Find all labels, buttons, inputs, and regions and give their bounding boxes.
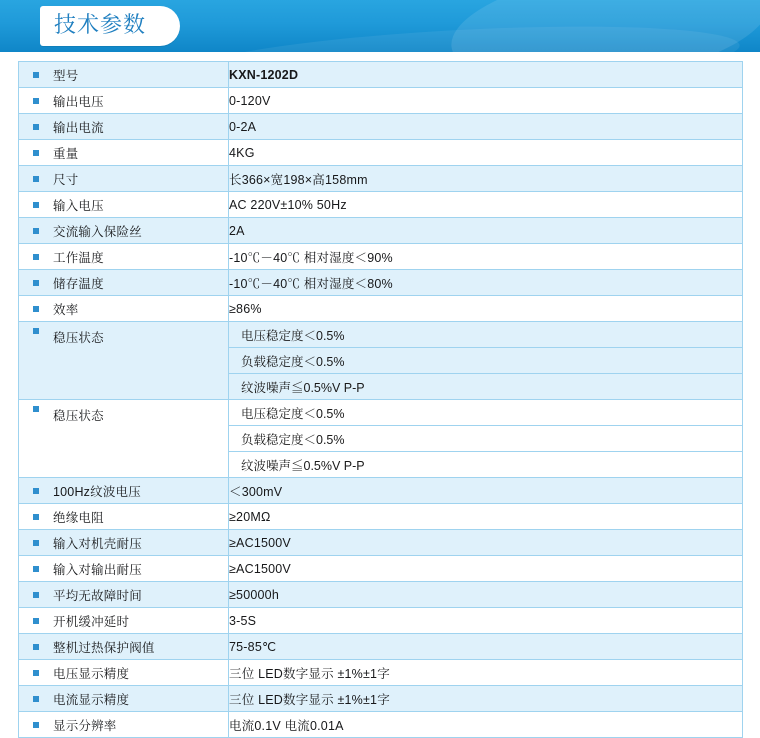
bullet-icon bbox=[33, 328, 39, 334]
spec-value-cell: 长366×宽198×高158mm bbox=[229, 166, 743, 192]
spec-subvalue: 负载稳定度＜0.5% bbox=[229, 348, 742, 374]
spec-label-text: 输入对输出耐压 bbox=[53, 562, 142, 577]
spec-value-cell: 75-85℃ bbox=[229, 634, 743, 660]
bullet-icon bbox=[33, 306, 39, 312]
table-row bbox=[19, 296, 743, 322]
spec-label-cell bbox=[19, 556, 229, 582]
spec-value-cell: -10℃－40℃ 相对湿度＜80% bbox=[229, 270, 743, 296]
bullet-icon bbox=[33, 280, 39, 286]
bullet-icon bbox=[33, 540, 39, 546]
table-row bbox=[19, 88, 743, 114]
table-row bbox=[19, 244, 743, 270]
spec-table-container bbox=[0, 52, 760, 738]
spec-subrow bbox=[229, 322, 742, 348]
spec-subrow bbox=[229, 348, 742, 374]
spec-label-text: 稳压状态 bbox=[53, 331, 104, 345]
spec-label-text: 重量 bbox=[53, 146, 79, 161]
spec-value-cell: 0-2A bbox=[229, 114, 743, 140]
bullet-icon bbox=[33, 618, 39, 624]
table-row bbox=[19, 582, 743, 608]
bullet-icon bbox=[33, 406, 39, 412]
page-banner bbox=[0, 0, 760, 52]
spec-label-cell bbox=[19, 504, 229, 530]
spec-label-text: 绝缘电阻 bbox=[53, 510, 104, 525]
bullet-icon bbox=[33, 228, 39, 234]
bullet-icon bbox=[33, 98, 39, 104]
table-row bbox=[19, 270, 743, 296]
spec-value-cell: ≥AC1500V bbox=[229, 530, 743, 556]
spec-value-cell: ＜300mV bbox=[229, 478, 743, 504]
spec-value-cell: ≥50000h bbox=[229, 582, 743, 608]
table-row bbox=[19, 660, 743, 686]
spec-label-text: 尺寸 bbox=[53, 172, 79, 187]
spec-subvalue: 纹波噪声≦0.5%V P-P bbox=[241, 458, 365, 473]
spec-label-cell bbox=[19, 322, 229, 400]
spec-subrow bbox=[229, 374, 742, 400]
spec-label-text: 型号 bbox=[53, 68, 79, 83]
spec-value-cell bbox=[229, 400, 743, 478]
bullet-icon bbox=[33, 514, 39, 520]
spec-value-cell: ≥20MΩ bbox=[229, 504, 743, 530]
spec-label-text: 稳压状态 bbox=[53, 409, 104, 423]
spec-value-cell: 三位 LED数字显示 ±1%±1字 bbox=[229, 686, 743, 712]
spec-value-cell: -10℃－40℃ 相对湿度＜90% bbox=[229, 244, 743, 270]
bullet-icon bbox=[33, 566, 39, 572]
spec-label-cell bbox=[19, 686, 229, 712]
spec-value-cell: 0-120V bbox=[229, 88, 743, 114]
table-row bbox=[19, 478, 743, 504]
spec-label-text: 输出电压 bbox=[53, 94, 104, 109]
spec-subvalue: 电压稳定度＜0.5% bbox=[229, 322, 742, 348]
spec-value-cell: ≥AC1500V bbox=[229, 556, 743, 582]
table-row bbox=[19, 62, 743, 88]
spec-label-cell bbox=[19, 62, 229, 88]
spec-label-cell bbox=[19, 166, 229, 192]
bullet-icon bbox=[33, 176, 39, 182]
table-row bbox=[19, 530, 743, 556]
spec-subrow bbox=[229, 452, 742, 478]
spec-label-text: 开机缓冲延时 bbox=[53, 614, 130, 629]
spec-subrow bbox=[229, 426, 742, 452]
spec-subvalue: 纹波噪声≦0.5%V P-P bbox=[241, 380, 365, 395]
spec-label-text: 工作温度 bbox=[53, 250, 104, 265]
spec-label-text: 储存温度 bbox=[53, 276, 104, 291]
spec-value-cell bbox=[229, 322, 743, 400]
spec-label-cell bbox=[19, 660, 229, 686]
spec-subvalue: 电压稳定度＜0.5% bbox=[229, 400, 742, 426]
spec-label-cell bbox=[19, 400, 229, 478]
table-row bbox=[19, 634, 743, 660]
spec-label-cell bbox=[19, 140, 229, 166]
spec-label-cell bbox=[19, 296, 229, 322]
bullet-icon bbox=[33, 72, 39, 78]
spec-label-text: 交流输入保险丝 bbox=[53, 224, 142, 239]
spec-label-cell bbox=[19, 634, 229, 660]
spec-label-cell bbox=[19, 218, 229, 244]
spec-label-cell bbox=[19, 114, 229, 140]
spec-value-cell: 电流0.1V 电流0.01A bbox=[229, 712, 743, 738]
bullet-icon bbox=[33, 254, 39, 260]
spec-value-cell: 3-5S bbox=[229, 608, 743, 634]
spec-label-cell bbox=[19, 530, 229, 556]
table-row bbox=[19, 114, 743, 140]
spec-label-cell bbox=[19, 582, 229, 608]
spec-value-cell: 2A bbox=[229, 218, 743, 244]
spec-label-cell bbox=[19, 608, 229, 634]
bullet-icon bbox=[33, 696, 39, 702]
table-row bbox=[19, 192, 743, 218]
table-row bbox=[19, 322, 743, 400]
spec-value-cell: KXN-1202D bbox=[229, 62, 743, 88]
spec-label-text: 输入电压 bbox=[53, 198, 104, 213]
spec-label-text: 整机过热保护阀值 bbox=[53, 640, 155, 655]
spec-label-cell bbox=[19, 192, 229, 218]
spec-subrow bbox=[229, 400, 742, 426]
spec-value-cell: AC 220V±10% 50Hz bbox=[229, 192, 743, 218]
spec-label-text: 输入对机壳耐压 bbox=[53, 536, 142, 551]
spec-label-text: 电流显示精度 bbox=[53, 692, 130, 707]
spec-label-text: 100Hz纹波电压 bbox=[53, 484, 141, 499]
table-row bbox=[19, 140, 743, 166]
spec-label-cell bbox=[19, 270, 229, 296]
spec-value-cell: 三位 LED数字显示 ±1%±1字 bbox=[229, 660, 743, 686]
bullet-icon bbox=[33, 644, 39, 650]
table-row bbox=[19, 686, 743, 712]
spec-label-text: 电压显示精度 bbox=[53, 666, 130, 681]
table-row bbox=[19, 218, 743, 244]
spec-label-text: 效率 bbox=[53, 302, 79, 317]
spec-label-text: 输出电流 bbox=[53, 120, 104, 135]
table-row bbox=[19, 400, 743, 478]
spec-label-cell bbox=[19, 88, 229, 114]
bullet-icon bbox=[33, 488, 39, 494]
spec-table bbox=[18, 61, 743, 738]
spec-value-cell: 4KG bbox=[229, 140, 743, 166]
spec-label-cell bbox=[19, 244, 229, 270]
page-title: 技术参数 bbox=[54, 13, 147, 38]
bullet-icon bbox=[33, 670, 39, 676]
table-row bbox=[19, 608, 743, 634]
spec-value-cell: ≥86% bbox=[229, 296, 743, 322]
bullet-icon bbox=[33, 202, 39, 208]
table-row bbox=[19, 166, 743, 192]
spec-label-cell bbox=[19, 712, 229, 738]
table-row bbox=[19, 556, 743, 582]
bullet-icon bbox=[33, 124, 39, 130]
table-row bbox=[19, 712, 743, 738]
spec-label-cell bbox=[19, 478, 229, 504]
spec-subvalue: 负载稳定度＜0.5% bbox=[229, 426, 742, 452]
spec-label-text: 平均无故障时间 bbox=[53, 588, 142, 603]
bullet-icon bbox=[33, 722, 39, 728]
bullet-icon bbox=[33, 592, 39, 598]
spec-label-text: 显示分辨率 bbox=[53, 718, 117, 733]
bullet-icon bbox=[33, 150, 39, 156]
table-row bbox=[19, 504, 743, 530]
